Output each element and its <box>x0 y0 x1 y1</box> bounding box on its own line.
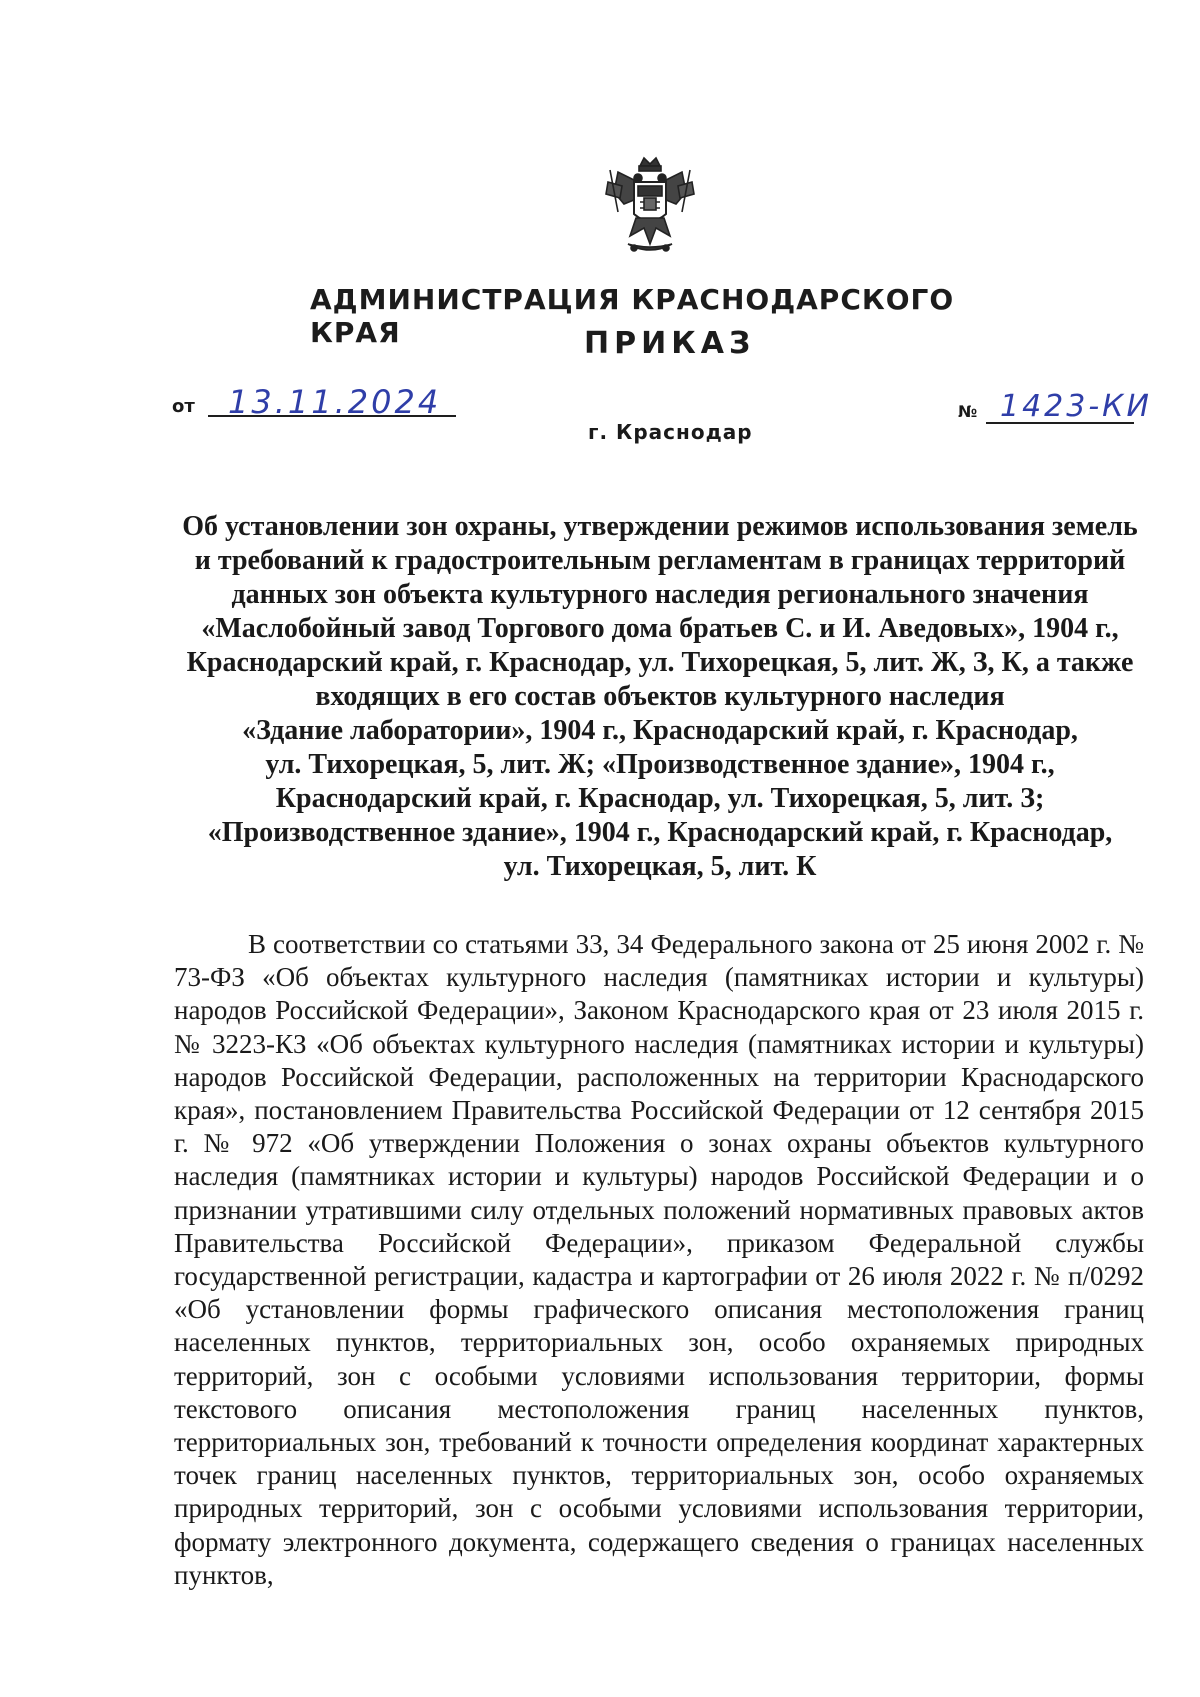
date-underline <box>208 415 456 417</box>
body-paragraph: В соответствии со статьями 33, 34 Федерального закона от 25 июня 2002 г. № 73-ФЗ «Об объектах культурного наследия (памятниках истории и культуры) народов Российской Федерации», Законом Краснодарского края от 23 июля 2015 г. № 3223-КЗ «Об объектах культурного наследия (памятниках истории и культуры) народов Российской Федерации, расположенных на территории Краснодарского края», постановлением Правительства Российской Федерации от 12 сентября 2015 г. № 972 «Об утверждении Положения о зонах охраны объектов культурного наследия (памятниках истории и культуры) народов Российской Федерации и о признании утратившими силу отдельных положений нормативных правовых актов Правительства Российской Федерации», приказом Федеральной службы государственной регистрации, кадастра и картографии от 26 июля 2022 г. № п/0292 «Об установлении формы графического описания местоположения границ населенных пунктов, территориальных зон, особо охраняемых природных территорий, зон с особыми условиями использования территории, формы текстового описания местоположения границ населенных пунктов, территориальных зон, требований к точности определения координат характерных точек границ населенных пунктов, территориальных зон, особо охраняемых природных территорий, зон с особыми условиями использования территории, формату электронного документа, содержащего сведения о границах населенных пунктов, <box>174 929 1144 1590</box>
document-title <box>170 510 1150 884</box>
city-label: г. Краснодар <box>588 420 753 444</box>
title-line: Краснодарский край, г. Краснодар, ул. Тихорецкая, 5, лит. З; <box>275 783 1045 814</box>
title-line: Об установлении зон охраны, утверждении режимов использования земель <box>182 511 1138 542</box>
number-sign-label: № <box>958 402 978 421</box>
date-prefix-label: от <box>172 396 195 417</box>
agency-name: АДМИНИСТРАЦИЯ КРАСНОДАРСКОГО КРАЯ <box>310 283 955 349</box>
document-type: ПРИКАЗ <box>584 326 756 361</box>
order-number-handwritten: 1423-КИ <box>1000 389 1152 424</box>
number-underline <box>986 422 1134 424</box>
title-line: «Здание лаборатории», 1904 г., Краснодарский край, г. Краснодар, <box>242 715 1078 746</box>
title-line: ул. Тихорецкая, 5, лит. Ж; «Производственное здание», 1904 г., <box>265 749 1055 780</box>
order-date-handwritten: 13.11.2024 <box>228 383 442 421</box>
title-line: «Производственное здание», 1904 г., Краснодарский край, г. Краснодар, <box>207 817 1113 848</box>
title-line: «Маслобойный завод Торгового дома братьев С. и И. Аведовых», 1904 г., <box>201 613 1119 644</box>
coat-of-arms-icon <box>600 152 700 260</box>
title-line: и требований к градостроительным регламентам в границах территорий <box>194 545 1126 576</box>
title-line: входящих в его состав объектов культурного наследия <box>315 681 1005 712</box>
title-line: ул. Тихорецкая, 5, лит. К <box>503 851 817 882</box>
title-line: Краснодарский край, г. Краснодар, ул. Тихорецкая, 5, лит. Ж, З, К, а также <box>186 647 1134 678</box>
title-line: данных зон объекта культурного наследия регионального значения <box>231 579 1089 610</box>
